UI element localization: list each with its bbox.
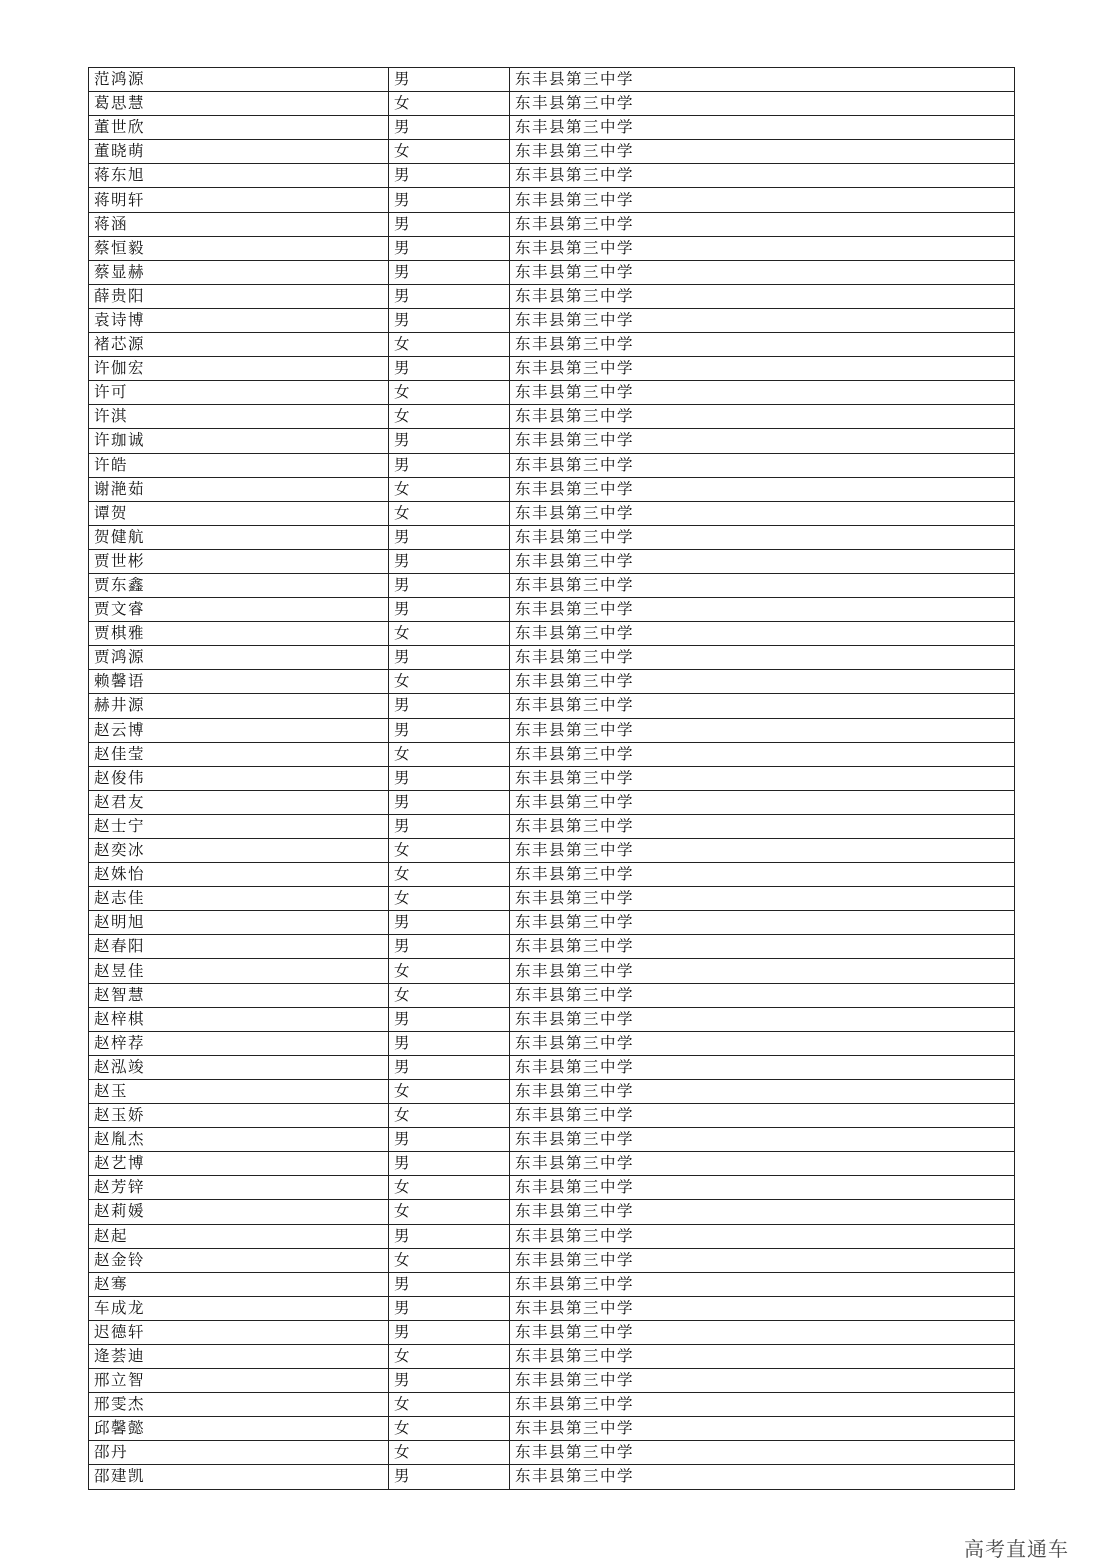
student-name-cell: 贾文睿 xyxy=(89,598,389,622)
student-name-cell: 赵胤杰 xyxy=(89,1128,389,1152)
student-name-cell: 蔡显赫 xyxy=(89,260,389,284)
school-cell: 东丰县第三中学 xyxy=(510,622,1015,646)
gender-cell: 男 xyxy=(389,646,510,670)
gender-cell: 男 xyxy=(389,1055,510,1079)
gender-cell: 女 xyxy=(389,501,510,525)
student-name-cell: 赵芳锌 xyxy=(89,1176,389,1200)
gender-cell: 女 xyxy=(389,1104,510,1128)
student-name-cell: 董世欣 xyxy=(89,116,389,140)
school-cell: 东丰县第三中学 xyxy=(510,525,1015,549)
school-cell: 东丰县第三中学 xyxy=(510,1272,1015,1296)
table-row xyxy=(89,694,1015,718)
gender-cell: 女 xyxy=(389,863,510,887)
gender-cell: 男 xyxy=(389,573,510,597)
gender-cell: 女 xyxy=(389,92,510,116)
student-name-cell: 邱馨懿 xyxy=(89,1417,389,1441)
table-row xyxy=(89,236,1015,260)
gender-cell: 女 xyxy=(389,1441,510,1465)
gender-cell: 女 xyxy=(389,140,510,164)
gender-cell: 女 xyxy=(389,622,510,646)
school-cell: 东丰县第三中学 xyxy=(510,814,1015,838)
gender-cell: 女 xyxy=(389,333,510,357)
table-row xyxy=(89,1079,1015,1103)
student-name-cell: 迟德轩 xyxy=(89,1320,389,1344)
gender-cell: 女 xyxy=(389,477,510,501)
student-name-cell: 邢立智 xyxy=(89,1369,389,1393)
gender-cell: 男 xyxy=(389,1272,510,1296)
school-cell: 东丰县第三中学 xyxy=(510,1344,1015,1368)
student-name-cell: 赵骞 xyxy=(89,1272,389,1296)
school-cell: 东丰县第三中学 xyxy=(510,1393,1015,1417)
school-cell: 东丰县第三中学 xyxy=(510,1369,1015,1393)
gender-cell: 女 xyxy=(389,1344,510,1368)
student-name-cell: 贾鸿源 xyxy=(89,646,389,670)
table-row xyxy=(89,646,1015,670)
student-name-cell: 蔡恒毅 xyxy=(89,236,389,260)
student-name-cell: 许可 xyxy=(89,381,389,405)
school-cell: 东丰县第三中学 xyxy=(510,959,1015,983)
student-name-cell: 薛贵阳 xyxy=(89,284,389,308)
table-row xyxy=(89,1200,1015,1224)
student-name-cell: 邵丹 xyxy=(89,1441,389,1465)
school-cell: 东丰县第三中学 xyxy=(510,1465,1015,1489)
school-cell: 东丰县第三中学 xyxy=(510,670,1015,694)
student-name-cell: 赵佳莹 xyxy=(89,742,389,766)
school-cell: 东丰县第三中学 xyxy=(510,92,1015,116)
gender-cell: 男 xyxy=(389,284,510,308)
table-row xyxy=(89,1465,1015,1489)
gender-cell: 男 xyxy=(389,1224,510,1248)
student-name-cell: 蒋涵 xyxy=(89,212,389,236)
gender-cell: 女 xyxy=(389,959,510,983)
table-row xyxy=(89,164,1015,188)
school-cell: 东丰县第三中学 xyxy=(510,501,1015,525)
student-name-cell: 许伽宏 xyxy=(89,357,389,381)
table-row xyxy=(89,284,1015,308)
school-cell: 东丰县第三中学 xyxy=(510,1224,1015,1248)
school-cell: 东丰县第三中学 xyxy=(510,1007,1015,1031)
school-cell: 东丰县第三中学 xyxy=(510,887,1015,911)
gender-cell: 男 xyxy=(389,453,510,477)
table-row xyxy=(89,1104,1015,1128)
school-cell: 东丰县第三中学 xyxy=(510,1176,1015,1200)
student-name-cell: 贾世彬 xyxy=(89,549,389,573)
student-name-cell: 赵梓荐 xyxy=(89,1031,389,1055)
school-cell: 东丰县第三中学 xyxy=(510,790,1015,814)
student-name-cell: 赵君友 xyxy=(89,790,389,814)
school-cell: 东丰县第三中学 xyxy=(510,1417,1015,1441)
table-row xyxy=(89,212,1015,236)
table-row xyxy=(89,405,1015,429)
table-row xyxy=(89,357,1015,381)
student-name-cell: 赵玉娇 xyxy=(89,1104,389,1128)
gender-cell: 男 xyxy=(389,116,510,140)
student-name-cell: 许珈诚 xyxy=(89,429,389,453)
student-name-cell: 邢雯杰 xyxy=(89,1393,389,1417)
table-row xyxy=(89,1344,1015,1368)
student-name-cell: 贾东鑫 xyxy=(89,573,389,597)
student-name-cell: 蒋东旭 xyxy=(89,164,389,188)
school-cell: 东丰县第三中学 xyxy=(510,598,1015,622)
table-row xyxy=(89,549,1015,573)
table-row xyxy=(89,260,1015,284)
school-cell: 东丰县第三中学 xyxy=(510,1055,1015,1079)
table-row xyxy=(89,814,1015,838)
gender-cell: 男 xyxy=(389,308,510,332)
school-cell: 东丰县第三中学 xyxy=(510,405,1015,429)
school-cell: 东丰县第三中学 xyxy=(510,742,1015,766)
table-row xyxy=(89,1272,1015,1296)
school-cell: 东丰县第三中学 xyxy=(510,1200,1015,1224)
table-row xyxy=(89,1441,1015,1465)
table-row xyxy=(89,68,1015,92)
table-row xyxy=(89,573,1015,597)
gender-cell: 男 xyxy=(389,1320,510,1344)
student-name-cell: 葛思慧 xyxy=(89,92,389,116)
school-cell: 东丰县第三中学 xyxy=(510,260,1015,284)
gender-cell: 男 xyxy=(389,814,510,838)
gender-cell: 男 xyxy=(389,236,510,260)
gender-cell: 男 xyxy=(389,718,510,742)
gender-cell: 男 xyxy=(389,1031,510,1055)
gender-cell: 男 xyxy=(389,1128,510,1152)
table-row xyxy=(89,1007,1015,1031)
school-cell: 东丰县第三中学 xyxy=(510,766,1015,790)
table-row xyxy=(89,1320,1015,1344)
student-name-cell: 赵俊伟 xyxy=(89,766,389,790)
gender-cell: 女 xyxy=(389,887,510,911)
school-cell: 东丰县第三中学 xyxy=(510,1152,1015,1176)
school-cell: 东丰县第三中学 xyxy=(510,116,1015,140)
student-name-cell: 赵志佳 xyxy=(89,887,389,911)
gender-cell: 女 xyxy=(389,1200,510,1224)
school-cell: 东丰县第三中学 xyxy=(510,983,1015,1007)
student-name-cell: 赵起 xyxy=(89,1224,389,1248)
student-name-cell: 谭贺 xyxy=(89,501,389,525)
table-row xyxy=(89,959,1015,983)
table-row xyxy=(89,1296,1015,1320)
table-row xyxy=(89,766,1015,790)
school-cell: 东丰县第三中学 xyxy=(510,357,1015,381)
school-cell: 东丰县第三中学 xyxy=(510,573,1015,597)
school-cell: 东丰县第三中学 xyxy=(510,646,1015,670)
student-name-cell: 赵玉 xyxy=(89,1079,389,1103)
student-name-cell: 袁诗博 xyxy=(89,308,389,332)
student-name-cell: 蒋明轩 xyxy=(89,188,389,212)
school-cell: 东丰县第三中学 xyxy=(510,236,1015,260)
gender-cell: 女 xyxy=(389,1079,510,1103)
gender-cell: 男 xyxy=(389,188,510,212)
table-row xyxy=(89,477,1015,501)
table-row xyxy=(89,92,1015,116)
school-cell: 东丰县第三中学 xyxy=(510,188,1015,212)
gender-cell: 男 xyxy=(389,1296,510,1320)
school-cell: 东丰县第三中学 xyxy=(510,1104,1015,1128)
gender-cell: 男 xyxy=(389,766,510,790)
gender-cell: 男 xyxy=(389,525,510,549)
student-name-cell: 褚芯源 xyxy=(89,333,389,357)
school-cell: 东丰县第三中学 xyxy=(510,1248,1015,1272)
student-name-cell: 邵建凯 xyxy=(89,1465,389,1489)
school-cell: 东丰县第三中学 xyxy=(510,911,1015,935)
student-name-cell: 车成龙 xyxy=(89,1296,389,1320)
table-row xyxy=(89,308,1015,332)
student-name-cell: 赫井源 xyxy=(89,694,389,718)
table-row xyxy=(89,429,1015,453)
school-cell: 东丰县第三中学 xyxy=(510,429,1015,453)
school-cell: 东丰县第三中学 xyxy=(510,1128,1015,1152)
gender-cell: 男 xyxy=(389,164,510,188)
school-cell: 东丰县第三中学 xyxy=(510,284,1015,308)
gender-cell: 男 xyxy=(389,1152,510,1176)
table-row xyxy=(89,116,1015,140)
table-row xyxy=(89,333,1015,357)
gender-cell: 男 xyxy=(389,68,510,92)
student-name-cell: 赵莉媛 xyxy=(89,1200,389,1224)
school-cell: 东丰县第三中学 xyxy=(510,935,1015,959)
student-name-cell: 董晓萌 xyxy=(89,140,389,164)
student-name-cell: 赵梓棋 xyxy=(89,1007,389,1031)
gender-cell: 女 xyxy=(389,839,510,863)
gender-cell: 男 xyxy=(389,357,510,381)
student-name-cell: 逄荟迪 xyxy=(89,1344,389,1368)
gender-cell: 男 xyxy=(389,790,510,814)
school-cell: 东丰县第三中学 xyxy=(510,863,1015,887)
table-row xyxy=(89,525,1015,549)
student-name-cell: 赵明旭 xyxy=(89,911,389,935)
gender-cell: 男 xyxy=(389,935,510,959)
student-name-cell: 贺健航 xyxy=(89,525,389,549)
student-name-cell: 许淇 xyxy=(89,405,389,429)
school-cell: 东丰县第三中学 xyxy=(510,1441,1015,1465)
school-cell: 东丰县第三中学 xyxy=(510,694,1015,718)
school-cell: 东丰县第三中学 xyxy=(510,477,1015,501)
school-cell: 东丰县第三中学 xyxy=(510,68,1015,92)
roster-body xyxy=(89,68,1015,1490)
student-name-cell: 赵金铃 xyxy=(89,1248,389,1272)
school-cell: 东丰县第三中学 xyxy=(510,453,1015,477)
student-name-cell: 赖馨语 xyxy=(89,670,389,694)
school-cell: 东丰县第三中学 xyxy=(510,381,1015,405)
school-cell: 东丰县第三中学 xyxy=(510,164,1015,188)
table-row xyxy=(89,935,1015,959)
gender-cell: 男 xyxy=(389,549,510,573)
student-name-cell: 赵奕冰 xyxy=(89,839,389,863)
table-row xyxy=(89,1176,1015,1200)
gender-cell: 男 xyxy=(389,212,510,236)
student-name-cell: 赵昱佳 xyxy=(89,959,389,983)
gender-cell: 男 xyxy=(389,1369,510,1393)
table-row xyxy=(89,839,1015,863)
table-row xyxy=(89,911,1015,935)
table-row xyxy=(89,1152,1015,1176)
student-name-cell: 赵士宁 xyxy=(89,814,389,838)
gender-cell: 女 xyxy=(389,405,510,429)
table-row xyxy=(89,1369,1015,1393)
table-row xyxy=(89,501,1015,525)
table-row xyxy=(89,381,1015,405)
student-name-cell: 赵智慧 xyxy=(89,983,389,1007)
school-cell: 东丰县第三中学 xyxy=(510,839,1015,863)
school-cell: 东丰县第三中学 xyxy=(510,1320,1015,1344)
table-row xyxy=(89,1031,1015,1055)
gender-cell: 女 xyxy=(389,1248,510,1272)
student-name-cell: 赵艺博 xyxy=(89,1152,389,1176)
school-cell: 东丰县第三中学 xyxy=(510,718,1015,742)
gender-cell: 女 xyxy=(389,742,510,766)
table-row xyxy=(89,983,1015,1007)
student-name-cell: 赵姝怡 xyxy=(89,863,389,887)
table-row xyxy=(89,140,1015,164)
table-row xyxy=(89,1248,1015,1272)
gender-cell: 男 xyxy=(389,429,510,453)
student-name-cell: 赵泓竣 xyxy=(89,1055,389,1079)
student-name-cell: 贾棋雅 xyxy=(89,622,389,646)
table-row xyxy=(89,863,1015,887)
table-row xyxy=(89,453,1015,477)
student-name-cell: 赵云博 xyxy=(89,718,389,742)
table-row xyxy=(89,1224,1015,1248)
school-cell: 东丰县第三中学 xyxy=(510,140,1015,164)
school-cell: 东丰县第三中学 xyxy=(510,549,1015,573)
gender-cell: 男 xyxy=(389,911,510,935)
table-row xyxy=(89,1417,1015,1441)
table-row xyxy=(89,622,1015,646)
gender-cell: 女 xyxy=(389,670,510,694)
school-cell: 东丰县第三中学 xyxy=(510,1296,1015,1320)
table-row xyxy=(89,1393,1015,1417)
watermark-text: 高考直通车 xyxy=(964,1537,1069,1561)
table-row xyxy=(89,718,1015,742)
table-row xyxy=(89,1055,1015,1079)
gender-cell: 男 xyxy=(389,1007,510,1031)
table-row xyxy=(89,670,1015,694)
gender-cell: 女 xyxy=(389,1176,510,1200)
table-row xyxy=(89,887,1015,911)
school-cell: 东丰县第三中学 xyxy=(510,212,1015,236)
gender-cell: 女 xyxy=(389,983,510,1007)
gender-cell: 女 xyxy=(389,1417,510,1441)
student-name-cell: 范鸿源 xyxy=(89,68,389,92)
gender-cell: 女 xyxy=(389,1393,510,1417)
gender-cell: 男 xyxy=(389,260,510,284)
student-roster-table xyxy=(88,67,1015,1490)
school-cell: 东丰县第三中学 xyxy=(510,1079,1015,1103)
gender-cell: 男 xyxy=(389,1465,510,1489)
gender-cell: 男 xyxy=(389,694,510,718)
table-row xyxy=(89,790,1015,814)
school-cell: 东丰县第三中学 xyxy=(510,1031,1015,1055)
table-row xyxy=(89,1128,1015,1152)
gender-cell: 女 xyxy=(389,381,510,405)
student-name-cell: 赵春阳 xyxy=(89,935,389,959)
school-cell: 东丰县第三中学 xyxy=(510,333,1015,357)
student-name-cell: 许皓 xyxy=(89,453,389,477)
student-name-cell: 谢滟茹 xyxy=(89,477,389,501)
gender-cell: 男 xyxy=(389,598,510,622)
table-row xyxy=(89,742,1015,766)
school-cell: 东丰县第三中学 xyxy=(510,308,1015,332)
table-row xyxy=(89,188,1015,212)
table-row xyxy=(89,598,1015,622)
